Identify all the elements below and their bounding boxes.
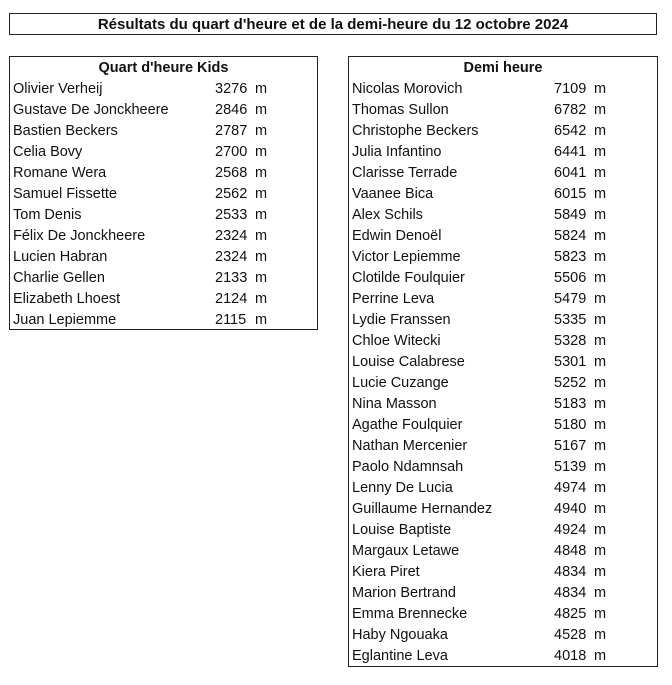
table-row [10, 247, 317, 268]
distance-unit: m [255, 207, 268, 223]
table-row [10, 310, 317, 331]
distance-unit: m [594, 396, 607, 412]
runner-name: Juan Lepiemme [13, 312, 117, 328]
distance-unit: m [594, 354, 607, 370]
runner-name: Marion Bertrand [352, 585, 456, 601]
runner-name: Thomas Sullon [352, 102, 449, 118]
runner-distance: 2846 [215, 102, 248, 118]
distance-unit: m [594, 186, 607, 202]
runner-name: Alex Schils [352, 207, 423, 223]
runner-name: Haby Ngouaka [352, 627, 448, 643]
distance-unit: m [255, 249, 268, 265]
runner-distance: 6542 [554, 123, 587, 139]
demi-table-header: Demi heure [463, 60, 543, 76]
runner-distance: 6782 [554, 102, 587, 118]
distance-unit: m [594, 123, 607, 139]
table-row [10, 121, 317, 142]
distance-unit: m [255, 102, 268, 118]
runner-name: Tom Denis [13, 207, 82, 223]
kids-results-table [9, 56, 318, 330]
distance-unit: m [255, 312, 268, 328]
page-title-box [9, 13, 657, 35]
runner-name: Samuel Fissette [13, 186, 117, 202]
table-row [349, 310, 657, 331]
table-row [349, 478, 657, 499]
runner-distance: 5167 [554, 438, 587, 454]
distance-unit: m [594, 585, 607, 601]
distance-unit: m [594, 648, 607, 664]
table-row [10, 163, 317, 184]
runner-name: Félix De Jonckheere [13, 228, 146, 244]
table-row [349, 415, 657, 436]
table-row [349, 226, 657, 247]
table-row [349, 163, 657, 184]
table-row [349, 457, 657, 478]
runner-name: Gustave De Jonckheere [13, 102, 169, 118]
distance-unit: m [255, 186, 268, 202]
runner-name: Paolo Ndamnsah [352, 459, 464, 475]
runner-name: Elizabeth Lhoest [13, 291, 121, 307]
table-row [349, 205, 657, 226]
runner-name: Nathan Mercenier [352, 438, 468, 454]
distance-unit: m [594, 438, 607, 454]
runner-distance: 6441 [554, 144, 587, 160]
distance-unit: m [255, 291, 268, 307]
runner-name: Lucie Cuzange [352, 375, 449, 391]
runner-distance: 5823 [554, 249, 587, 265]
distance-unit: m [255, 228, 268, 244]
table-row [10, 100, 317, 121]
runner-distance: 5139 [554, 459, 587, 475]
runner-distance: 5824 [554, 228, 587, 244]
table-row [10, 205, 317, 226]
table-row [10, 268, 317, 289]
runner-distance: 5506 [554, 270, 587, 286]
table-row [349, 331, 657, 352]
runner-name: Olivier Verheij [13, 81, 103, 97]
table-row [349, 79, 657, 100]
distance-unit: m [255, 165, 268, 181]
distance-unit: m [594, 333, 607, 349]
runner-distance: 2124 [215, 291, 248, 307]
runner-name: Clotilde Foulquier [352, 270, 465, 286]
distance-unit: m [594, 81, 607, 97]
distance-unit: m [594, 501, 607, 517]
runner-name: Perrine Leva [352, 291, 435, 307]
runner-distance: 2562 [215, 186, 248, 202]
runner-name: Kiera Piret [352, 564, 420, 580]
table-row [349, 394, 657, 415]
runner-distance: 2533 [215, 207, 248, 223]
distance-unit: m [594, 291, 607, 307]
runner-distance: 5183 [554, 396, 587, 412]
runner-name: Romane Wera [13, 165, 107, 181]
runner-name: Edwin Denoël [352, 228, 442, 244]
demi-rows [349, 79, 657, 667]
runner-name: Guillaume Hernandez [352, 501, 493, 517]
table-row [349, 100, 657, 121]
runner-name: Lenny De Lucia [352, 480, 453, 496]
table-row [349, 583, 657, 604]
runner-distance: 6041 [554, 165, 587, 181]
distance-unit: m [594, 417, 607, 433]
runner-distance: 4018 [554, 648, 587, 664]
table-row [349, 352, 657, 373]
runner-name: Celia Bovy [13, 144, 83, 160]
table-row [349, 562, 657, 583]
distance-unit: m [255, 144, 268, 160]
runner-name: Christophe Beckers [352, 123, 479, 139]
runner-name: Louise Calabrese [352, 354, 465, 370]
distance-unit: m [594, 375, 607, 391]
runner-name: Lydie Franssen [352, 312, 451, 328]
table-row [349, 121, 657, 142]
runner-name: Emma Brennecke [352, 606, 468, 622]
table-row [10, 226, 317, 247]
runner-distance: 5479 [554, 291, 587, 307]
table-row [349, 268, 657, 289]
runner-distance: 2787 [215, 123, 248, 139]
distance-unit: m [594, 165, 607, 181]
distance-unit: m [594, 459, 607, 475]
distance-unit: m [255, 270, 268, 286]
runner-distance: 2568 [215, 165, 248, 181]
table-row [349, 373, 657, 394]
table-row [349, 142, 657, 163]
table-row [349, 541, 657, 562]
distance-unit: m [594, 144, 607, 160]
table-row [349, 520, 657, 541]
runner-name: Chloe Witecki [352, 333, 441, 349]
runner-distance: 2115 [215, 312, 247, 328]
table-row [349, 436, 657, 457]
distance-unit: m [594, 480, 607, 496]
runner-distance: 4940 [554, 501, 587, 517]
distance-unit: m [594, 564, 607, 580]
runner-name: Margaux Letawe [352, 543, 460, 559]
runner-name: Julia Infantino [352, 144, 442, 160]
runner-name: Vaanee Bica [352, 186, 434, 202]
distance-unit: m [594, 522, 607, 538]
runner-distance: 4924 [554, 522, 587, 538]
runner-distance: 5301 [554, 354, 587, 370]
table-row [10, 289, 317, 310]
runner-name: Victor Lepiemme [352, 249, 461, 265]
table-row [349, 604, 657, 625]
distance-unit: m [594, 228, 607, 244]
runner-distance: 5849 [554, 207, 587, 223]
distance-unit: m [594, 543, 607, 559]
runner-distance: 2700 [215, 144, 248, 160]
distance-unit: m [594, 102, 607, 118]
table-row [349, 499, 657, 520]
runner-distance: 2324 [215, 228, 248, 244]
runner-name: Charlie Gellen [13, 270, 105, 286]
runner-name: Nicolas Morovich [352, 81, 463, 97]
kids-table-header: Quart d'heure Kids [98, 60, 229, 76]
runner-distance: 4834 [554, 564, 587, 580]
runner-distance: 4528 [554, 627, 587, 643]
runner-distance: 5252 [554, 375, 587, 391]
runner-name: Louise Baptiste [352, 522, 452, 538]
kids-rows [10, 79, 317, 331]
demi-results-table [348, 56, 658, 667]
runner-distance: 4825 [554, 606, 587, 622]
page-title: Résultats du quart d'heure et de la demi-heure du 12 octobre 2024 [97, 15, 569, 33]
runner-name: Lucien Habran [13, 249, 108, 265]
runner-distance: 2324 [215, 249, 248, 265]
table-row [349, 184, 657, 205]
runner-distance: 5180 [554, 417, 587, 433]
table-row [349, 625, 657, 646]
runner-name: Clarisse Terrade [352, 165, 458, 181]
distance-unit: m [594, 207, 607, 223]
distance-unit: m [255, 81, 268, 97]
distance-unit: m [594, 249, 607, 265]
runner-distance: 4974 [554, 480, 587, 496]
distance-unit: m [594, 627, 607, 643]
runner-name: Nina Masson [352, 396, 437, 412]
runner-distance: 7109 [554, 81, 587, 97]
runner-distance: 2133 [215, 270, 248, 286]
table-row [349, 247, 657, 268]
runner-name: Agathe Foulquier [352, 417, 463, 433]
table-row [349, 289, 657, 310]
runner-distance: 4834 [554, 585, 587, 601]
runner-distance: 5328 [554, 333, 587, 349]
distance-unit: m [594, 606, 607, 622]
table-row [10, 142, 317, 163]
distance-unit: m [594, 270, 607, 286]
runner-distance: 6015 [554, 186, 587, 202]
table-row [10, 79, 317, 100]
runner-distance: 3276 [215, 81, 248, 97]
table-row [349, 646, 657, 667]
distance-unit: m [594, 312, 607, 328]
runner-distance: 5335 [554, 312, 587, 328]
runner-name: Bastien Beckers [13, 123, 118, 139]
distance-unit: m [255, 123, 268, 139]
table-row [10, 184, 317, 205]
runner-name: Eglantine Leva [352, 648, 448, 664]
runner-distance: 4848 [554, 543, 587, 559]
